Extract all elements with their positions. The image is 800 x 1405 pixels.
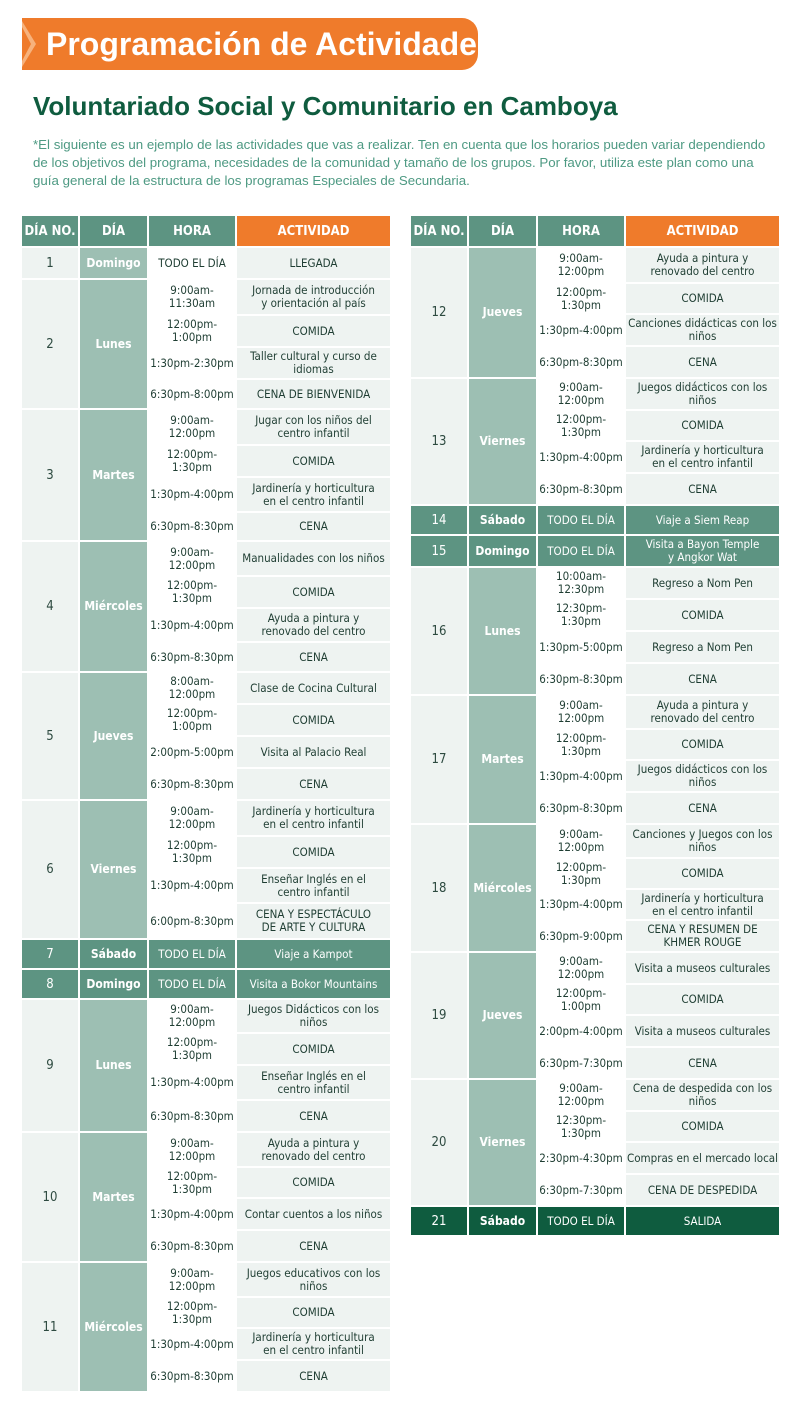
activity-cell: Ayuda a pintura y renovado del centro: [237, 609, 390, 641]
time-slot: 12:00pm-1:00pm: [538, 985, 624, 1014]
day-name: Lunes: [80, 280, 147, 408]
time-slot: 12:00pm-1:30pm: [149, 446, 235, 476]
day-number: 13: [411, 379, 467, 504]
time-slot: 1:30pm-4:00pm: [149, 1066, 235, 1099]
activity-cell: Regreso a Nom Pen: [626, 568, 779, 598]
time-slot: 9:00am-12:00pm: [538, 379, 624, 409]
time-slot: 6:30pm-8:30pm: [149, 643, 235, 671]
day-number: 10: [22, 1133, 78, 1261]
day-number: 5: [22, 673, 78, 799]
activity-cell: Jardinería y horticultura en el centro infantil: [237, 478, 390, 511]
time-slot: 1:30pm-4:00pm: [538, 890, 624, 919]
time-slot: 9:00am-12:00pm: [149, 1000, 235, 1032]
day-name: Domingo: [469, 536, 536, 566]
page-title: Programación de Actividades: [46, 26, 495, 62]
activity-cell: COMIDA: [237, 577, 390, 607]
day-name: Jueves: [80, 673, 147, 799]
activity-cell: Cena de despedida con los niños: [626, 1080, 779, 1110]
chevron-inner-icon: [22, 27, 31, 61]
header-day-no: DÍA NO.: [411, 216, 467, 246]
day-number: 1: [22, 248, 78, 278]
time-slot: 10:00am-12:30pm: [538, 568, 624, 598]
time-slot: 12:30pm-1:30pm: [538, 600, 624, 630]
day-name: Martes: [80, 1133, 147, 1261]
time-slot: 2:00pm-5:00pm: [149, 737, 235, 767]
day-number: 6: [22, 801, 78, 938]
time-slot: 6:30pm-9:00pm: [538, 921, 624, 951]
activity-cell: Clase de Cocina Cultural: [237, 673, 390, 703]
time-slot: 1:30pm-4:00pm: [538, 442, 624, 472]
time-slot: 8:00am-12:00pm: [149, 673, 235, 703]
time-slot: 12:30pm-1:30pm: [538, 1112, 624, 1141]
activity-cell: Jornada de introducción y orientación al país: [237, 280, 390, 314]
time-slot: 6:30pm-8:30pm: [538, 347, 624, 377]
time-slot: 6:30pm-8:30pm: [149, 1231, 235, 1261]
activity-cell: Enseñar Inglés en el centro infantil: [237, 869, 390, 902]
day-name: Sábado: [469, 1207, 536, 1235]
intro-note: *El siguiente es un ejemplo de las actividades que vas a realizar. Ten en cuenta que los horarios pueden variar dependiendo de los objetivos del programa, necesidades de la comunidad y tamaño de los grupos. Por favor, utiliza este plan como una guía general de la estructura de los programas Especiales de Secundaria.: [33, 137, 766, 188]
day-number: 16: [411, 568, 467, 694]
activity-cell: CENA DE BIENVENIDA: [237, 380, 390, 408]
activity-cell: CENA Y ESPECTÁCULO DE ARTE Y CULTURA: [237, 904, 390, 938]
header-time: HORA: [538, 216, 624, 246]
activity-cell: Compras en el mercado local: [626, 1143, 779, 1173]
time-slot: 6:30pm-8:30pm: [149, 1101, 235, 1131]
day-number: 3: [22, 410, 78, 540]
activity-cell: COMIDA: [237, 837, 390, 867]
activity-cell: Ayuda a pintura y renovado del centro: [626, 696, 779, 728]
page-subtitle: Voluntariado Social y Comunitario en Camboya: [33, 91, 618, 121]
activity-cell: Viaje a Kampot: [237, 940, 390, 968]
time-slot: 12:00pm-1:00pm: [149, 705, 235, 735]
activity-cell: CENA: [626, 347, 779, 377]
day-number: 4: [22, 542, 78, 671]
day-name: Viernes: [469, 1080, 536, 1205]
activity-cell: COMIDA: [237, 1034, 390, 1064]
time-slot: 12:00pm-1:30pm: [538, 411, 624, 440]
header-activity: ACTIVIDAD: [626, 216, 779, 246]
activity-cell: Taller cultural y curso de idiomas: [237, 348, 390, 378]
time-slot: 9:00am-12:00pm: [149, 410, 235, 444]
activity-cell: COMIDA: [626, 859, 779, 888]
time-slot: TODO EL DÍA: [149, 248, 235, 278]
day-number: 14: [411, 506, 467, 534]
time-slot: 9:00am-11:30am: [149, 280, 235, 314]
day-number: 21: [411, 1207, 467, 1235]
time-slot: TODO EL DÍA: [538, 536, 624, 566]
time-slot: 9:00am-12:00pm: [538, 696, 624, 728]
time-slot: 6:30pm-8:30pm: [538, 793, 624, 823]
activity-cell: Juegos educativos con los niños: [237, 1263, 390, 1296]
day-number: 7: [22, 940, 78, 968]
activity-cell: Jardinería y horticultura en el centro infantil: [237, 1329, 390, 1359]
activity-cell: CENA: [237, 513, 390, 540]
time-slot: 12:00pm-1:30pm: [149, 1034, 235, 1064]
activity-cell: Jugar con los niños del centro infantil: [237, 410, 390, 444]
activity-cell: COMIDA: [626, 730, 779, 759]
time-slot: 6:30pm-8:30pm: [538, 664, 624, 694]
day-number: 12: [411, 248, 467, 377]
activity-cell: Enseñar Inglés en el centro infantil: [237, 1066, 390, 1099]
time-slot: 12:00pm-1:30pm: [149, 1168, 235, 1197]
day-name: Sábado: [80, 940, 147, 968]
time-slot: 6:30pm-8:00pm: [149, 380, 235, 408]
day-name: Jueves: [469, 953, 536, 1078]
time-slot: 1:30pm-4:00pm: [538, 761, 624, 791]
day-number: 19: [411, 953, 467, 1078]
day-name: Jueves: [469, 248, 536, 377]
day-name: Martes: [469, 696, 536, 823]
day-number: 11: [22, 1263, 78, 1391]
time-slot: 1:30pm-4:00pm: [149, 1199, 235, 1229]
activity-cell: Visita a Bokor Mountains: [237, 970, 390, 998]
time-slot: 12:00pm-1:00pm: [149, 316, 235, 346]
day-number: 9: [22, 1000, 78, 1131]
time-slot: 6:30pm-8:30pm: [149, 1361, 235, 1391]
activity-cell: Visita a museos culturales: [626, 953, 779, 983]
day-name: Miércoles: [80, 542, 147, 671]
activity-cell: Manualidades con los niños: [237, 542, 390, 575]
activity-cell: CENA: [237, 1231, 390, 1261]
time-slot: TODO EL DÍA: [538, 1207, 624, 1235]
activity-cell: Contar cuentos a los niños: [237, 1199, 390, 1229]
time-slot: 9:00am-12:00pm: [149, 542, 235, 575]
activity-cell: CENA Y RESUMEN DE KHMER ROUGE: [626, 921, 779, 951]
time-slot: 12:00pm-1:30pm: [538, 730, 624, 759]
time-slot: 12:00pm-1:30pm: [149, 577, 235, 607]
activity-cell: Ayuda a pintura y renovado del centro: [626, 248, 779, 282]
day-number: 8: [22, 970, 78, 998]
activity-cell: LLEGADA: [237, 248, 390, 278]
time-slot: 9:00am-12:00pm: [538, 1080, 624, 1110]
activity-cell: Juegos didácticos con los niños: [626, 379, 779, 409]
time-slot: 9:00am-12:00pm: [149, 801, 235, 835]
activity-cell: Visita a museos culturales: [626, 1016, 779, 1046]
day-number: 2: [22, 280, 78, 408]
time-slot: 6:30pm-7:30pm: [538, 1175, 624, 1205]
time-slot: 1:30pm-4:00pm: [149, 869, 235, 902]
activity-cell: COMIDA: [626, 411, 779, 440]
activity-cell: Juegos didácticos con los niños: [626, 761, 779, 791]
day-name: Lunes: [469, 568, 536, 694]
day-number: 17: [411, 696, 467, 823]
activity-cell: CENA: [237, 643, 390, 671]
time-slot: 1:30pm-5:00pm: [538, 632, 624, 662]
activity-cell: Canciones y Juegos con los niños: [626, 825, 779, 857]
time-slot: 1:30pm-2:30pm: [149, 348, 235, 378]
activity-cell: Ayuda a pintura y renovado del centro: [237, 1133, 390, 1166]
day-name: Domingo: [80, 970, 147, 998]
day-number: 20: [411, 1080, 467, 1205]
time-slot: 6:30pm-8:30pm: [538, 474, 624, 504]
activity-cell: Visita a Bayon Temple y Angkor Wat: [626, 536, 779, 566]
day-name: Viernes: [469, 379, 536, 504]
activity-cell: Visita al Palacio Real: [237, 737, 390, 767]
header-day: DÍA: [469, 216, 536, 246]
time-slot: 6:00pm-8:30pm: [149, 904, 235, 938]
day-name: Martes: [80, 410, 147, 540]
activity-cell: COMIDA: [626, 985, 779, 1014]
activity-cell: COMIDA: [626, 284, 779, 313]
activity-cell: COMIDA: [237, 1298, 390, 1327]
activity-cell: CENA: [626, 474, 779, 504]
time-slot: 12:00pm-1:30pm: [149, 1298, 235, 1327]
header-day: DÍA: [80, 216, 147, 246]
time-slot: 12:00pm-1:30pm: [538, 859, 624, 888]
activity-cell: COMIDA: [626, 600, 779, 630]
time-slot: 1:30pm-4:00pm: [149, 478, 235, 511]
activity-cell: Juegos Didácticos con los niños: [237, 1000, 390, 1032]
time-slot: 6:30pm-8:30pm: [149, 769, 235, 799]
time-slot: TODO EL DÍA: [149, 940, 235, 968]
activity-cell: COMIDA: [237, 316, 390, 346]
header-activity: ACTIVIDAD: [237, 216, 390, 246]
activity-cell: CENA: [237, 769, 390, 799]
activity-cell: CENA: [626, 1048, 779, 1078]
time-slot: 9:00am-12:00pm: [149, 1133, 235, 1166]
activity-cell: CENA: [237, 1361, 390, 1391]
activity-cell: COMIDA: [626, 1112, 779, 1141]
activity-cell: Jardinería y horticultura en el centro infantil: [626, 890, 779, 919]
time-slot: 2:30pm-4:30pm: [538, 1143, 624, 1173]
activity-cell: SALIDA: [626, 1207, 779, 1235]
day-name: Viernes: [80, 801, 147, 938]
activity-cell: CENA: [626, 793, 779, 823]
day-name: Sábado: [469, 506, 536, 534]
header-time: HORA: [149, 216, 235, 246]
activity-cell: Regreso a Nom Pen: [626, 632, 779, 662]
activity-cell: COMIDA: [237, 1168, 390, 1197]
time-slot: 6:30pm-8:30pm: [149, 513, 235, 540]
time-slot: 6:30pm-7:30pm: [538, 1048, 624, 1078]
time-slot: 1:30pm-4:00pm: [538, 315, 624, 345]
time-slot: 9:00am-12:00pm: [538, 248, 624, 282]
activity-cell: Canciones didácticas con los niños: [626, 315, 779, 345]
time-slot: 12:00pm-1:30pm: [538, 284, 624, 313]
day-name: Miércoles: [80, 1263, 147, 1391]
day-name: Miércoles: [469, 825, 536, 951]
activity-cell: CENA DE DESPEDIDA: [626, 1175, 779, 1205]
day-name: Domingo: [80, 248, 147, 278]
activity-cell: Jardinería y horticultura en el centro infantil: [626, 442, 779, 472]
time-slot: 1:30pm-4:00pm: [149, 1329, 235, 1359]
activity-cell: COMIDA: [237, 446, 390, 476]
day-number: 18: [411, 825, 467, 951]
activity-cell: CENA: [237, 1101, 390, 1131]
time-slot: 1:30pm-4:00pm: [149, 609, 235, 641]
time-slot: 2:00pm-4:00pm: [538, 1016, 624, 1046]
day-number: 15: [411, 536, 467, 566]
header-day-no: DÍA NO.: [22, 216, 78, 246]
activity-cell: Viaje a Siem Reap: [626, 506, 779, 534]
time-slot: 9:00am-12:00pm: [149, 1263, 235, 1296]
activity-cell: COMIDA: [237, 705, 390, 735]
time-slot: TODO EL DÍA: [149, 970, 235, 998]
time-slot: TODO EL DÍA: [538, 506, 624, 534]
activity-cell: CENA: [626, 664, 779, 694]
day-name: Lunes: [80, 1000, 147, 1131]
time-slot: 9:00am-12:00pm: [538, 953, 624, 983]
time-slot: 9:00am-12:00pm: [538, 825, 624, 857]
time-slot: 12:00pm-1:30pm: [149, 837, 235, 867]
activity-cell: Jardinería y horticultura en el centro infantil: [237, 801, 390, 835]
